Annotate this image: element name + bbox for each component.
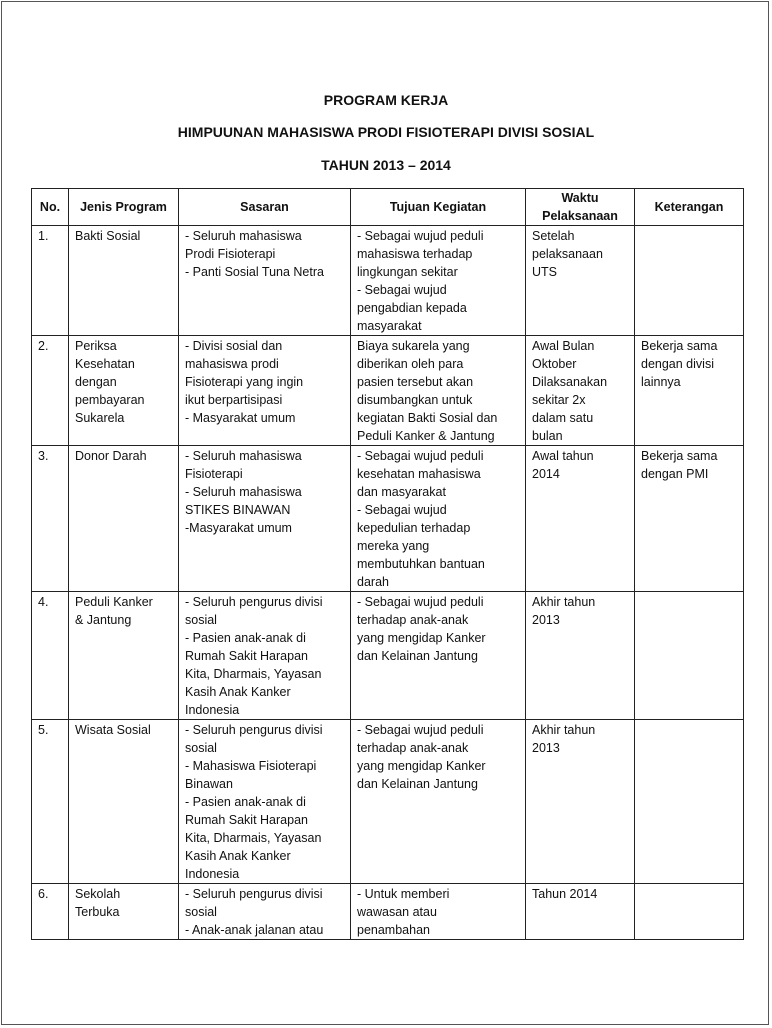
cell-tujuan-line: - Untuk memberi [357,887,450,901]
cell-sasaran-line: - Divisi sosial dan [185,339,283,353]
cell-jenis [69,592,179,720]
header-jenis-program: Jenis Program [69,189,179,226]
cell-tujuan-line: masyarakat [357,319,422,333]
cell-tujuan-line: kesehatan mahasiswa [357,467,481,481]
cell-no: 4. [32,592,69,720]
cell-waktu-line: dalam satu [532,411,594,425]
cell-waktu-line: Akhir tahun [532,723,596,737]
cell-waktu [526,226,635,336]
cell-jenis [69,226,179,336]
cell-tujuan-line: dan masyarakat [357,485,446,499]
cell-waktu-line: sekitar 2x [532,393,586,407]
table-row [32,226,744,336]
cell-sasaran-line: - Anak-anak jalanan atau [185,923,324,937]
cell-waktu-line: Awal tahun [532,449,594,463]
cell-tujuan-line: mahasiswa terhadap [357,247,473,261]
cell-tujuan-line: darah [357,575,389,589]
cell-tujuan-line: pengabdian kepada [357,301,467,315]
cell-keterangan [635,884,744,940]
cell-sasaran-line: Indonesia [185,867,240,881]
cell-waktu-line: UTS [532,265,557,279]
cell-sasaran-line: - Seluruh pengurus divisi [185,723,323,737]
cell-waktu-line: 2013 [532,613,560,627]
cell-sasaran [179,884,351,940]
cell-sasaran-line: Indonesia [185,703,240,717]
cell-tujuan-line: kepedulian terhadap [357,521,471,535]
cell-waktu-line: Tahun 2014 [532,887,598,901]
table-row [32,446,744,592]
cell-tujuan-line: pasien tersebut akan [357,375,474,389]
cell-sasaran [179,226,351,336]
cell-sasaran-line: - Seluruh mahasiswa [185,449,302,463]
cell-sasaran-line: sosial [185,905,217,919]
cell-waktu-line: Awal Bulan [532,339,595,353]
cell-jenis [69,884,179,940]
cell-jenis-line: Sekolah [75,887,121,901]
cell-keterangan [635,592,744,720]
cell-keterangan-line: lainnya [641,375,681,389]
table-row [32,336,744,446]
cell-keterangan [635,336,744,446]
cell-tujuan [351,226,526,336]
cell-sasaran-line: Rumah Sakit Harapan [185,649,308,663]
cell-sasaran-line: Rumah Sakit Harapan [185,813,308,827]
cell-tujuan-line: yang mengidap Kanker [357,759,486,773]
cell-tujuan-line: terhadap anak-anak [357,741,469,755]
cell-sasaran-line: sosial [185,741,217,755]
cell-sasaran [179,720,351,884]
cell-jenis-line: Kesehatan [75,357,135,371]
cell-sasaran-line: - Pasien anak-anak di [185,795,306,809]
cell-tujuan [351,884,526,940]
cell-sasaran-line: - Mahasiswa Fisioterapi [185,759,317,773]
cell-tujuan [351,336,526,446]
cell-sasaran-line: Fisioterapi yang ingin [185,375,304,389]
cell-sasaran-line: - Panti Sosial Tuna Netra [185,265,324,279]
cell-tujuan-line: wawasan atau [357,905,437,919]
cell-sasaran-line: -Masyarakat umum [185,521,292,535]
cell-tujuan-line: - Sebagai wujud peduli [357,595,484,609]
cell-tujuan-line: - Sebagai wujud peduli [357,449,484,463]
cell-tujuan [351,592,526,720]
cell-sasaran-line: mahasiswa prodi [185,357,279,371]
cell-tujuan-line: mereka yang [357,539,430,553]
cell-sasaran-line: Kasih Anak Kanker [185,685,291,699]
cell-tujuan-line: lingkungan sekitar [357,265,458,279]
cell-sasaran-line: Fisioterapi [185,467,243,481]
cell-jenis-line: Wisata Sosial [75,723,151,737]
cell-sasaran-line: ikut berpartisipasi [185,393,283,407]
header-waktu-line2: Pelaksanaan [542,209,618,223]
header-no: No. [32,189,69,226]
cell-waktu-line: Setelah [532,229,575,243]
cell-tujuan-line: Biaya sukarela yang [357,339,470,353]
cell-keterangan-line: dengan divisi [641,357,714,371]
title-organization: HIMPUUNAN MAHASISWA PRODI FISIOTERAPI DIVISI SOSIAL [177,124,595,140]
cell-tujuan-line: penambahan [357,923,430,937]
cell-waktu-line: Oktober [532,357,577,371]
cell-jenis-line: & Jantung [75,613,132,627]
cell-no: 1. [32,226,69,336]
cell-keterangan [635,226,744,336]
cell-tujuan-line: membutuhkan bantuan [357,557,485,571]
table-row [32,884,744,940]
cell-sasaran-line: sosial [185,613,217,627]
cell-keterangan-line: Bekerja sama [641,339,718,353]
cell-jenis-line: dengan [75,375,117,389]
cell-sasaran-line: - Seluruh pengurus divisi [185,887,323,901]
cell-jenis-line: Peduli Kanker [75,595,153,609]
cell-waktu-line: 2013 [532,741,560,755]
cell-jenis-line: pembayaran [75,393,145,407]
cell-sasaran-line: Binawan [185,777,233,791]
cell-no: 3. [32,446,69,592]
cell-sasaran-line: Kita, Dharmais, Yayasan [185,831,322,845]
cell-tujuan-line: kegiatan Bakti Sosial dan [357,411,498,425]
cell-waktu [526,446,635,592]
cell-sasaran [179,446,351,592]
header-tujuan-kegiatan: Tujuan Kegiatan [351,189,526,226]
cell-no: 5. [32,720,69,884]
cell-sasaran-line: - Seluruh pengurus divisi [185,595,323,609]
cell-waktu-line: 2014 [532,467,560,481]
cell-jenis-line: Bakti Sosial [75,229,141,243]
cell-tujuan-line: Peduli Kanker & Jantung [357,429,495,443]
cell-tujuan-line: disumbangkan untuk [357,393,473,407]
cell-jenis [69,446,179,592]
cell-tujuan-line: - Sebagai wujud [357,503,447,517]
cell-jenis-line: Periksa [75,339,117,353]
cell-sasaran-line: - Seluruh mahasiswa [185,485,302,499]
cell-keterangan [635,720,744,884]
cell-tujuan-line: - Sebagai wujud peduli [357,229,484,243]
cell-sasaran-line: - Masyarakat umum [185,411,296,425]
table-row [32,592,744,720]
cell-tujuan-line: - Sebagai wujud [357,283,447,297]
cell-sasaran-line: Kita, Dharmais, Yayasan [185,667,322,681]
title-program-kerja: PROGRAM KERJA [323,92,449,108]
cell-tujuan-line: - Sebagai wujud peduli [357,723,484,737]
cell-tujuan-line: dan Kelainan Jantung [357,777,478,791]
cell-sasaran-line: Kasih Anak Kanker [185,849,291,863]
cell-keterangan-line: dengan PMI [641,467,709,481]
table-header-row [32,189,744,226]
cell-waktu-line: bulan [532,429,563,443]
cell-sasaran [179,336,351,446]
cell-keterangan-line: Bekerja sama [641,449,718,463]
cell-waktu-line: Akhir tahun [532,595,596,609]
cell-sasaran-line: - Pasien anak-anak di [185,631,306,645]
cell-no: 2. [32,336,69,446]
cell-jenis-line: Terbuka [75,905,120,919]
cell-jenis [69,720,179,884]
header-waktu-line1: Waktu [561,191,599,205]
cell-sasaran-line: - Seluruh mahasiswa [185,229,302,243]
header-sasaran: Sasaran [179,189,351,226]
cell-sasaran [179,592,351,720]
cell-tujuan [351,446,526,592]
cell-waktu [526,592,635,720]
table-row [32,720,744,884]
cell-tujuan-line: dan Kelainan Jantung [357,649,478,663]
cell-tujuan-line: yang mengidap Kanker [357,631,486,645]
cell-jenis-line: Donor Darah [75,449,147,463]
cell-waktu [526,884,635,940]
cell-waktu [526,720,635,884]
cell-waktu-line: Dilaksanakan [532,375,608,389]
table-body [32,226,744,940]
cell-waktu-line: pelaksanaan [532,247,603,261]
cell-jenis-line: Sukarela [75,411,125,425]
cell-tujuan-line: diberikan oleh para [357,357,464,371]
cell-sasaran-line: STIKES BINAWAN [185,503,291,517]
cell-keterangan [635,446,744,592]
title-year: TAHUN 2013 – 2014 [321,157,451,173]
cell-tujuan [351,720,526,884]
cell-no: 6. [32,884,69,940]
header-waktu-pelaksanaan [526,189,635,226]
cell-tujuan-line: terhadap anak-anak [357,613,469,627]
cell-waktu [526,336,635,446]
header-keterangan: Keterangan [635,189,744,226]
program-table [31,188,744,940]
cell-jenis [69,336,179,446]
cell-sasaran-line: Prodi Fisioterapi [185,247,276,261]
